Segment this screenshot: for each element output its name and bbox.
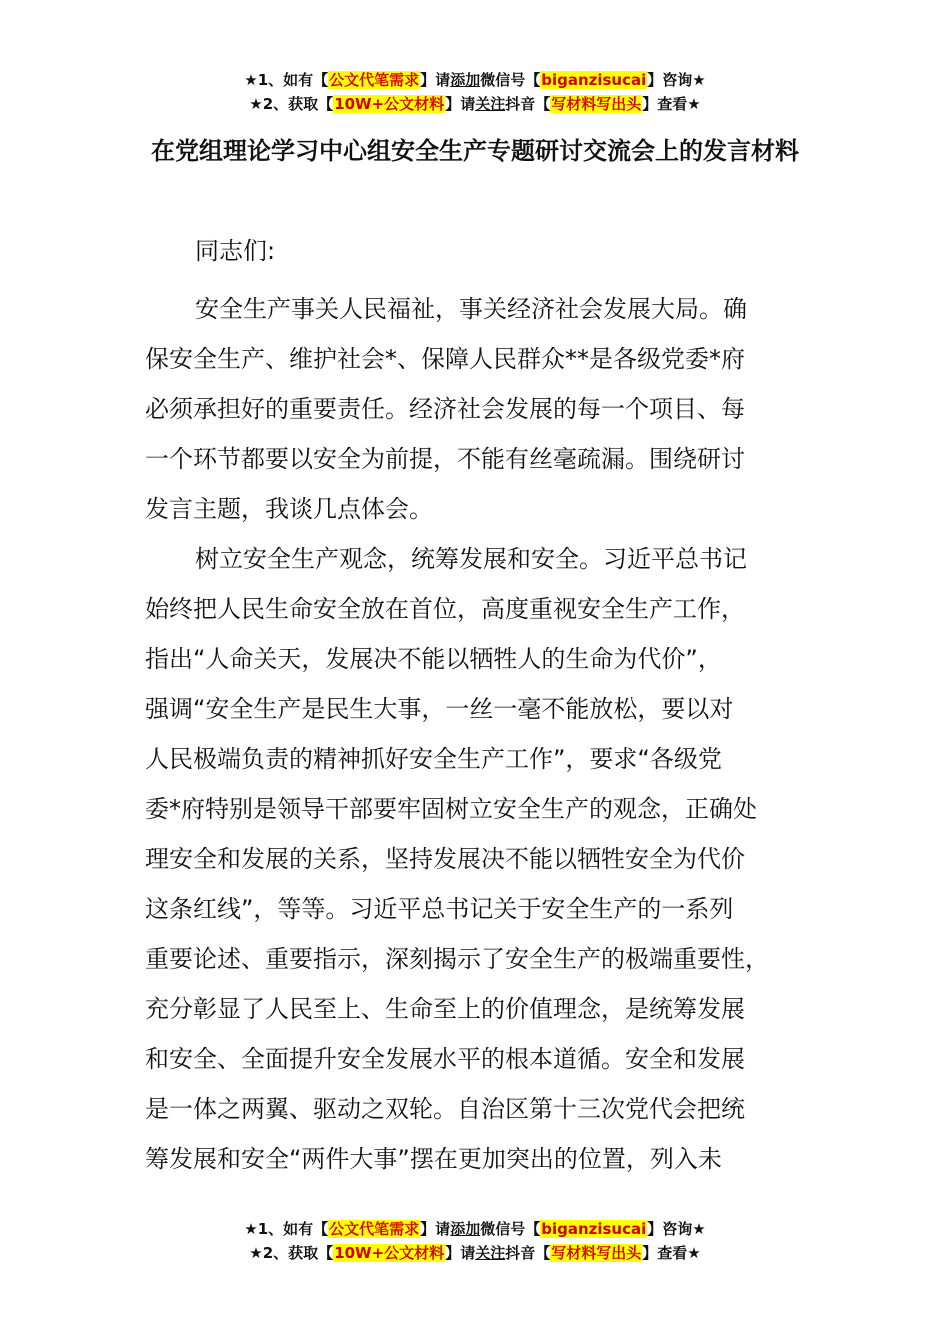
promo-highlight: 10W+公文材料 [334,95,445,113]
promo-line-2: ★2、获取【10W+公文材料】请关注抖音【写材料写出头】查看★ [249,95,701,113]
paragraph-safety-concept [145,534,805,1184]
text-line: 一个环节都要以安全为前提，不能有丝毫疏漏。围绕研讨 [145,445,745,473]
header-promo-banner [0,68,950,116]
text-line: 保安全生产、维护社会*、保障人民群众**是各级党委*府 [145,345,745,373]
salutation: 同志们: [195,237,276,265]
promo-line-1: ★1、如有【公文代笔需求】请添加微信号【biganzisucai】咨询★ [244,71,706,89]
paragraph-intro [145,284,805,534]
text-line: 树立安全生产观念，统筹发展和安全。习近平总书记 [195,545,747,573]
text-line: 是一体之两翼、驱动之双轮。自治区第十三次党代会把统 [145,1095,745,1123]
text-line: 人民极端负责的精神抓好安全生产工作”，要求“各级党 [145,745,722,773]
promo-line-2: ★2、获取【10W+公文材料】请关注抖音【写材料写出头】查看★ [249,1244,701,1262]
text-line: 必须承担好的重要责任。经济社会发展的每一个项目、每 [145,395,745,423]
promo-highlight: 公文代笔需求 [329,71,420,89]
text-line: 充分彰显了人民至上、生命至上的价值理念，是统筹发展 [145,995,745,1023]
text-line: 指出“人命关天，发展决不能以牺牲人的生命为代价”， [145,645,722,673]
text-line: 委*府特别是领导干部要牢固树立安全生产的观念，正确处 [145,795,757,823]
document-body [145,226,805,1184]
promo-highlight: 公文代笔需求 [329,1220,420,1238]
footer-promo-banner [0,1217,950,1265]
text-line: 重要论述、重要指示，深刻揭示了安全生产的极端重要性， [145,945,769,973]
text-line: 理安全和发展的关系，坚持发展决不能以牺牲安全为代价 [145,845,745,873]
wechat-id-highlight: biganzisucai [541,71,647,89]
promo-line-1: ★1、如有【公文代笔需求】请添加微信号【biganzisucai】咨询★ [244,1220,706,1238]
text-line: 这条红线”，等等。习近平总书记关于安全生产的一系列 [145,895,734,923]
text-line: 和安全、全面提升安全发展水平的根本道循。安全和发展 [145,1045,745,1073]
document-title: 在党组理论学习中心组安全生产专题研讨交流会上的发言材料 [151,137,799,165]
promo-highlight: 10W+公文材料 [334,1244,445,1262]
douyin-id-highlight: 写材料写出头 [551,95,642,113]
text-line: 始终把人民生命安全放在首位，高度重视安全生产工作， [145,595,745,623]
wechat-id-highlight: biganzisucai [541,1220,647,1238]
text-line: 安全生产事关人民福祉，事关经济社会发展大局。确 [195,295,747,323]
text-line: 强调“安全生产是民生大事，一丝一毫不能放松，要以对 [145,695,734,723]
text-line: 筹发展和安全“两件大事”摆在更加突出的位置，列入未 [145,1145,722,1173]
text-line: 发言主题，我谈几点体会。 [145,495,433,523]
douyin-id-highlight: 写材料写出头 [551,1244,642,1262]
